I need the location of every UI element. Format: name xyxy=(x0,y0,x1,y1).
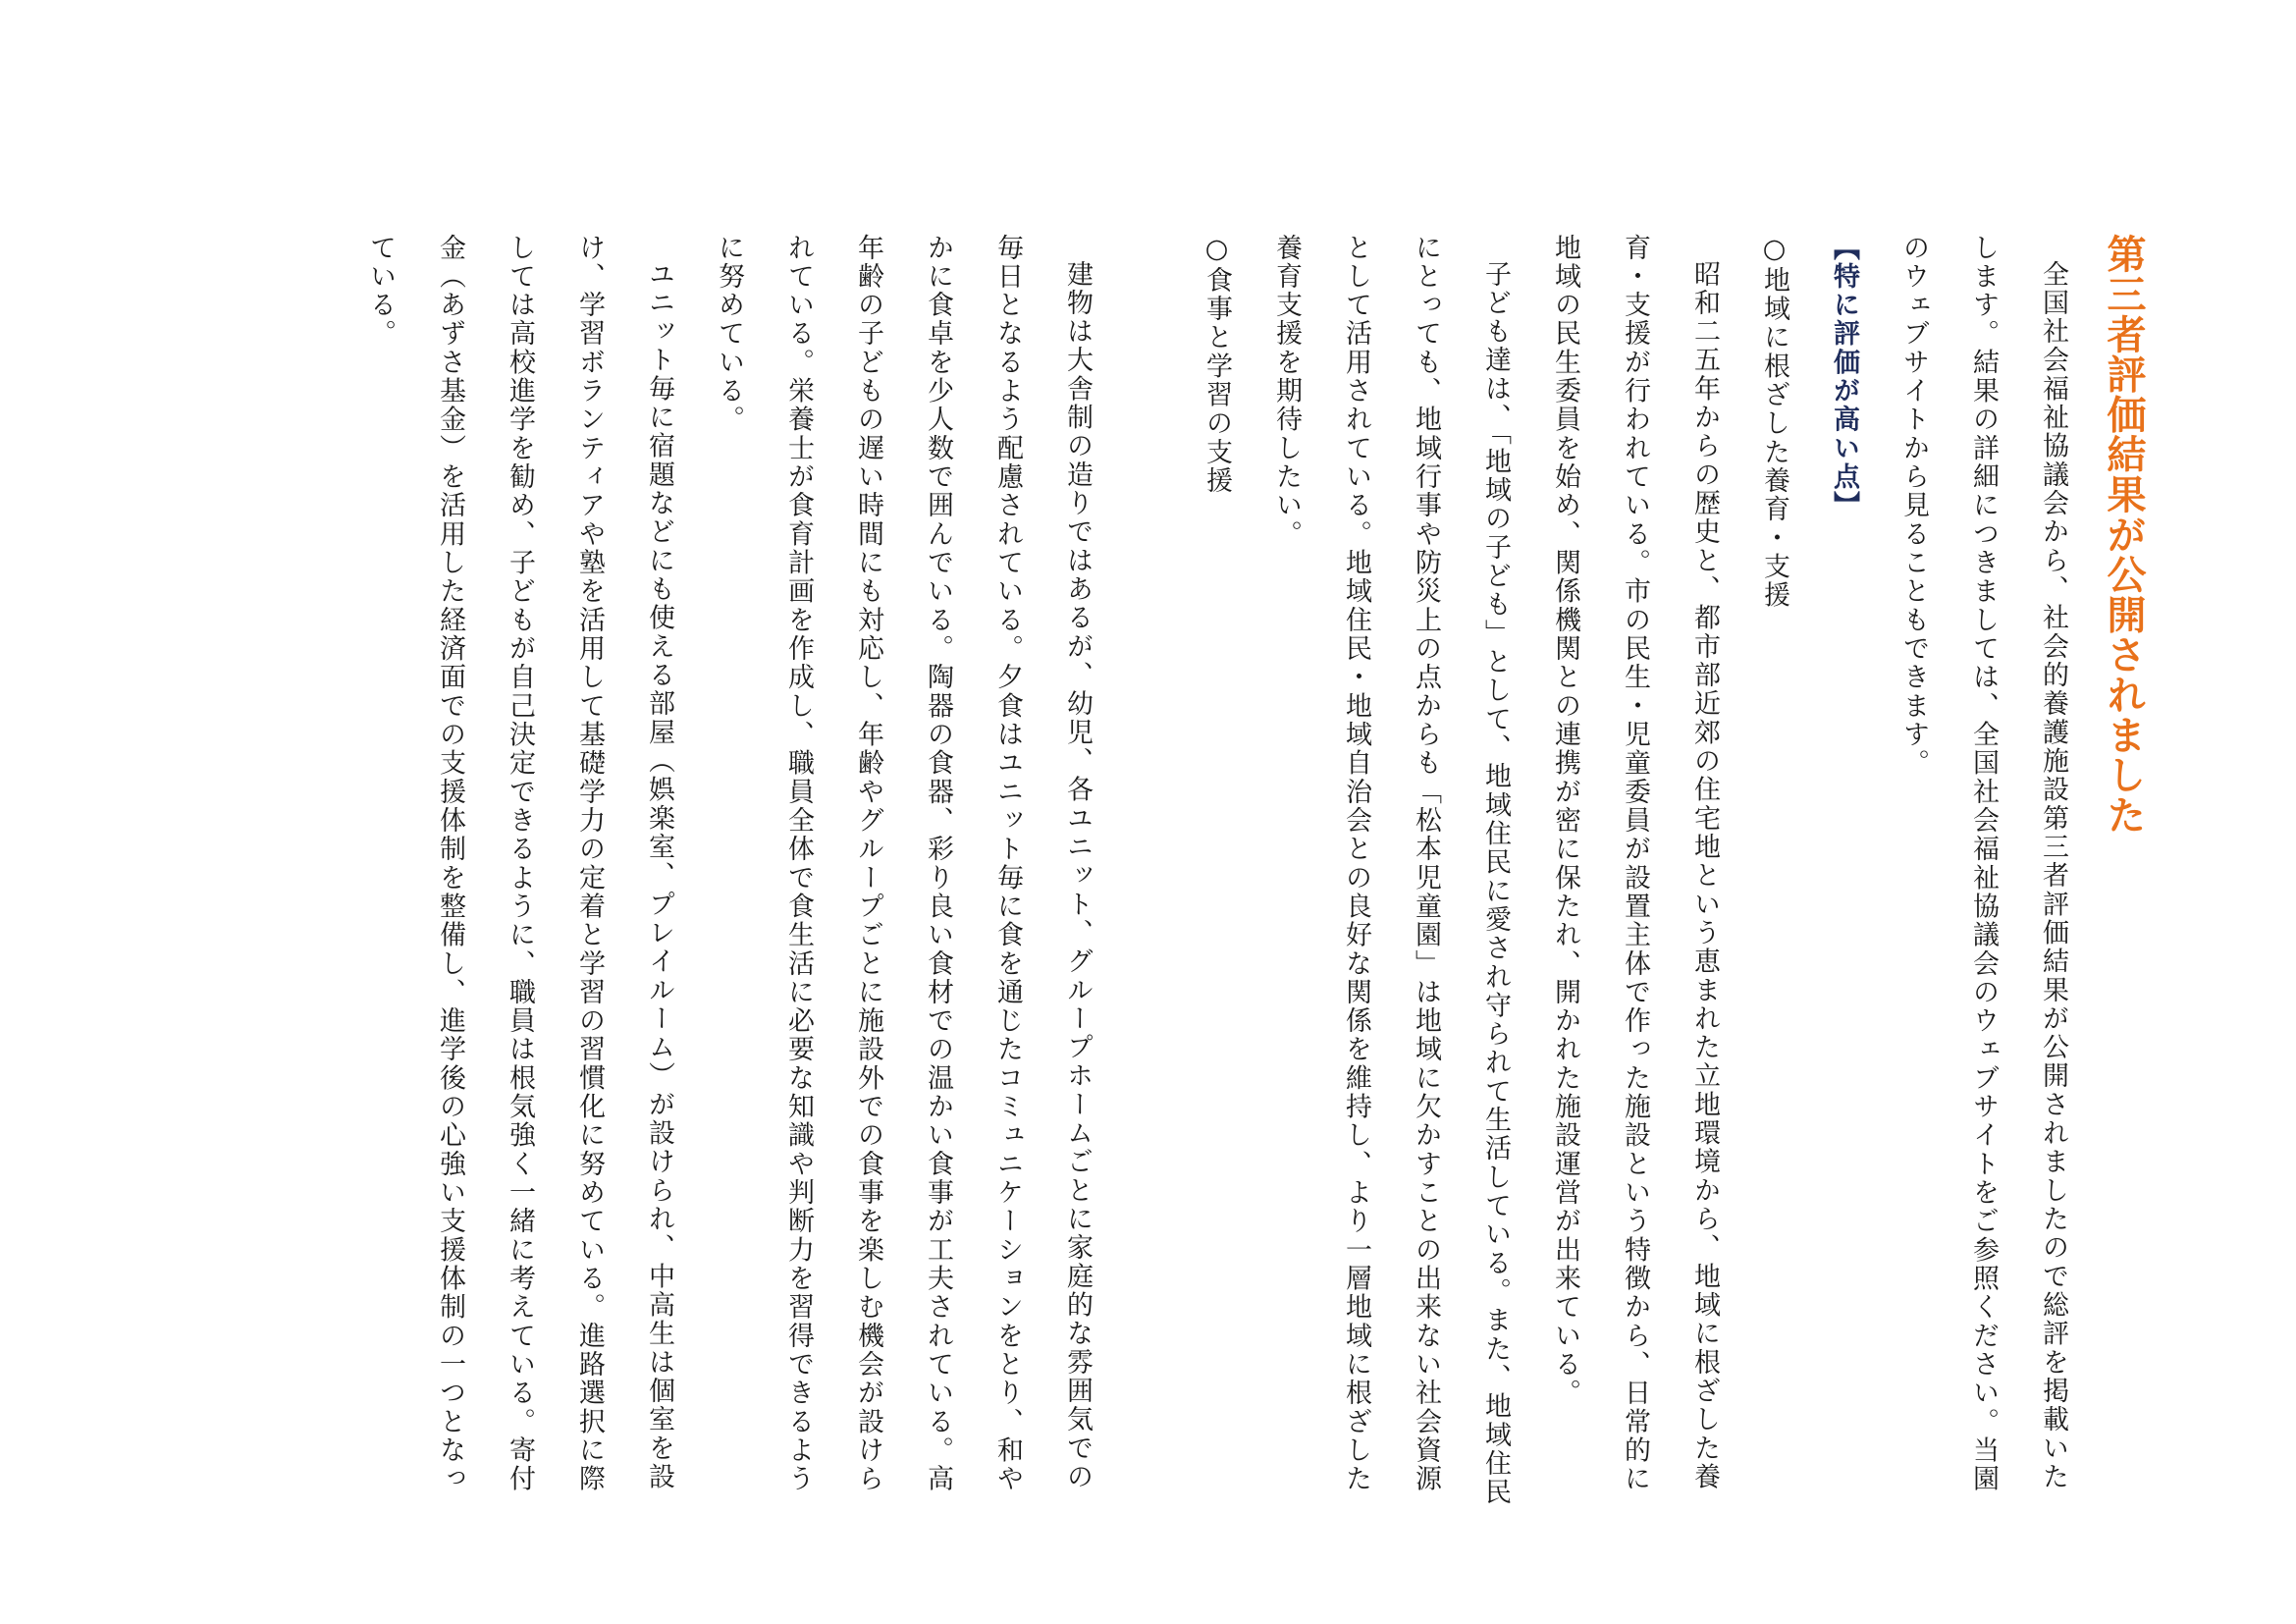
section1-paragraph-2: 子ども達は、「地域の子ども」として、地域住民に愛され守られて生活している。また、地域住民にとっても、地域行事や防災上の点からも「松本児童園」は地域に欠かすことの出来ない社会資源として活用されている。地域住民・地域自治会との良好な関係を維持し、より一層地域に根ざした養育支援を期待したい。 xyxy=(1271,234,1511,1507)
section2-heading: ○食事と学習の支援 xyxy=(1201,234,1232,496)
section1-paragraph-1: 昭和二五年からの歴史と、都市部近郊の住宅地という恵まれた立地環境から、地域に根ざした養育・支援が行われている。市の民生・児童委員が設置主体で作った施設という特徴から、日常的に地域の民生委員を始め、関係機関との連携が密に保たれ、開かれた施設運営が出来ている。 xyxy=(1550,234,1720,1494)
section1-heading: ○地域に根ざした養育・支援 xyxy=(1759,234,1789,611)
intro-paragraph: 全国社会福祉協議会から、社会的養護施設第三者評価結果が公開されましたので総評を掲載いたします。結果の詳細につきましては、全国社会福祉協議会のウェブサイトをご参照ください。当園のウェブサイトから見ることもできます。 xyxy=(1898,234,2068,1494)
section2-paragraph-2: ユニット毎に宿題などにも使える部屋（娯楽室、プレイルーム）が設けられ、中高生は個室を設け、学習ボランティアや塾を活用して基礎学力の定着と学習の習慣化に努めている。進路選択に際しては高校進学を勧め、子どもが自己決定できるように、職員は根気強く一緒に考えている。寄付金（あずさ基金）を活用した経済面での支援体制を整備し、進学後の心強い支援体制の一つとなっている。 xyxy=(365,234,674,1494)
section-heading: 【特に評価が高い点】 xyxy=(1829,234,1859,520)
section2-paragraph-1: 建物は大舎制の造りではあるが、幼児、各ユニット、グループホームごとに家庭的な雰囲気での毎日となるよう配慮されている。夕食はユニット毎に食を通じたコミュニケーションをとり、和やかに食卓を少人数で囲んでいる。陶器の食器、彩り良い食材での温かい食事が工夫されている。高年齢の子どもの遅い時間にも対応し、年齢やグループごとに施設外での食事を楽しむ機会が設けられている。栄養士が食育計画を作成し、職員全体で食生活に必要な知識や判断力を習得できるように努めている。 xyxy=(714,234,1093,1494)
vertical-text-body xyxy=(346,234,2159,1510)
page-title: 第三者評価結果が公開されました xyxy=(2101,234,2147,835)
